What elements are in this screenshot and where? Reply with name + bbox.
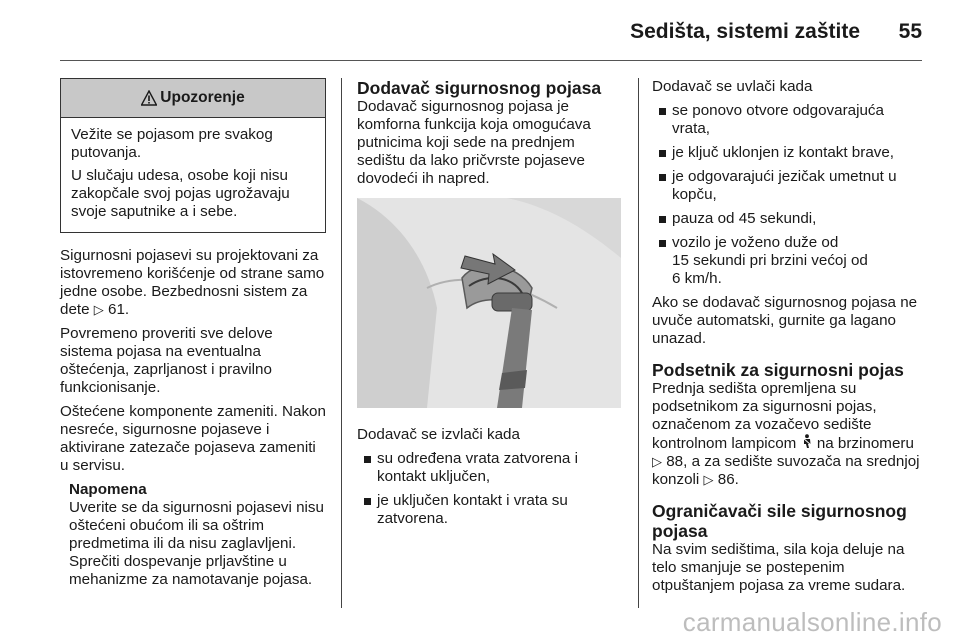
- bullet-icon: [659, 150, 666, 157]
- list-item: je ključ uklonjen iz kontakt brave,: [652, 144, 924, 162]
- list-item: je uključen kontakt i vrata su zatvorena.: [357, 492, 623, 528]
- header-rule: [60, 60, 922, 61]
- page-ref-icon: ▷: [703, 472, 714, 487]
- watermark: carmanualsonline.info: [682, 607, 942, 637]
- belt-presenter-illustration: [357, 198, 621, 408]
- bullet-icon: [659, 108, 666, 115]
- paragraph: Ako se dodavač sigurnosnog pojasa ne uvuče automatski, gurnite ga lagano unazad.: [652, 294, 918, 347]
- page-ref-icon: ▷: [652, 454, 662, 469]
- section-title: Sedišta, sistemi zaštite: [630, 20, 860, 43]
- section-heading: Podsetnik za sigurnosni pojas: [652, 360, 904, 380]
- note-text: Uverite se da sigurnosni pojasevi nisu oštećeni obućom ili sa oštrim predmetima ili da nisu zaglavljeni. Sprečiti dospevanje prljavštine u mehanizme za namotavanje pojasa.: [69, 499, 324, 588]
- page-header: [60, 18, 922, 58]
- warning-text: Vežite se pojasom pre svakog putovanja.: [71, 126, 273, 161]
- warning-text: U slučaju udesa, osobe koji nisu zakopčale svoj pojas ugrožavaju svoje saputnike a i sebe.: [71, 167, 290, 220]
- warning-header: [61, 79, 325, 118]
- bullet-list: [652, 102, 924, 288]
- note-heading: Napomena: [69, 481, 147, 498]
- column-divider: [341, 78, 342, 608]
- paragraph: Sigurnosni pojasevi su projektovani za istovremeno korišćenje od strane samo jedne osobe. Bezbednosni sistem za dete ▷ 61.: [60, 247, 325, 318]
- warning-heading: Upozorenje: [160, 89, 245, 106]
- list-item: pauza od 45 sekundi,: [652, 210, 924, 228]
- paragraph: Dodavač se izvlači kada: [357, 426, 520, 443]
- column-divider: [638, 78, 639, 608]
- bullet-icon: [659, 174, 666, 181]
- warning-box: [60, 78, 326, 233]
- paragraph: Dodavač sigurnosnog pojasa je komforna funkcija koja omogućava putnicima koji sede na prednjem sedištu da lako pričvrste pojaseve dovodeći ih napred.: [357, 98, 591, 187]
- bullet-list: [357, 450, 623, 528]
- list-item: vozilo je voženo duže od 15 sekundi pri brzini većoj od 6 km/h.: [652, 234, 924, 288]
- bullet-icon: [659, 240, 666, 247]
- list-item: su određena vrata zatvorena i kontakt uključen,: [357, 450, 623, 486]
- bullet-icon: [659, 216, 666, 223]
- paragraph: Na svim sedištima, sila koja deluje na telo smanjuje se postepenim otpuštanjem pojasa za vreme sudara.: [652, 541, 906, 594]
- paragraph: Dodavač se uvlači kada: [652, 78, 813, 95]
- seatbelt-warning-icon: [801, 434, 813, 448]
- column-middle: [357, 78, 623, 534]
- section-heading: Dodavač sigurnosnog pojasa: [357, 78, 602, 98]
- warning-triangle-icon: [141, 90, 157, 106]
- paragraph: Povremeno proveriti sve delove sistema pojasa na eventualna oštećenja, zaprljanost i pravilno funkcionisanje.: [60, 325, 273, 396]
- note-block: [60, 481, 326, 589]
- bullet-icon: [364, 498, 371, 505]
- column-left: [60, 78, 326, 589]
- page-number: 55: [898, 20, 922, 43]
- column-right: [652, 78, 924, 601]
- paragraph: Oštećene komponente zameniti. Nakon nesreće, sigurnosne pojaseve i aktivirane zatezače pojaseva zameniti u servisu.: [60, 403, 326, 474]
- list-item: je odgovarajući jezičak umetnut u kopču,: [652, 168, 924, 204]
- bullet-icon: [364, 456, 371, 463]
- page-ref-icon: ▷: [93, 302, 104, 317]
- list-item: se ponovo otvore odgovarajuća vrata,: [652, 102, 924, 138]
- section-heading: Ograničavači sile sigurnosnog pojasa: [652, 501, 907, 541]
- paragraph: Prednja sedišta opremljena su podsetnikom za sigurnosni pojas, označenom za vozačevo sedište kontrolnom lampicom na brzinomeru ▷ 88, a za sedište suvozača na srednjoj konzoli ▷ 86.: [652, 380, 920, 488]
